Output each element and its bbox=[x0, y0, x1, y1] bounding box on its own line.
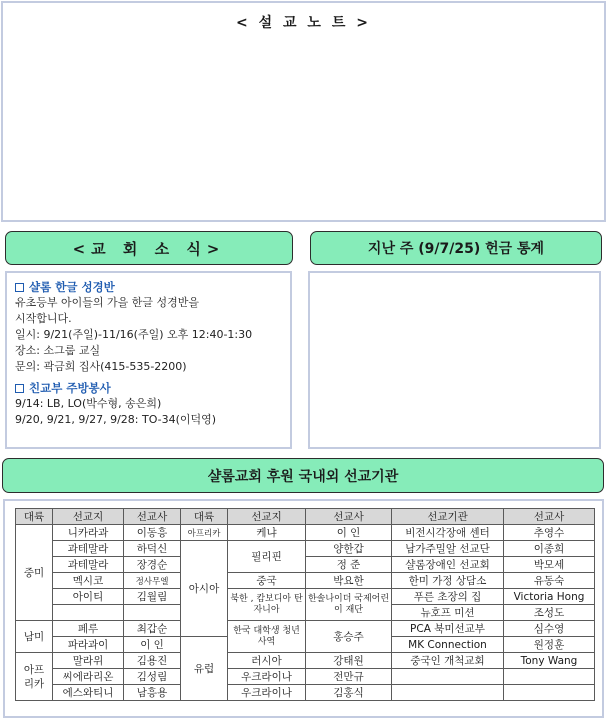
table-row bbox=[16, 525, 595, 541]
missionary-cell: 전만규 bbox=[306, 669, 392, 685]
checkbox-square-icon bbox=[15, 283, 24, 292]
field-cell: 아이티 bbox=[53, 589, 124, 605]
missionary-cell: Tony Wang bbox=[504, 653, 595, 669]
missions-table bbox=[15, 508, 595, 701]
news-line: 유초등부 아이들의 가을 한글 성경반을 bbox=[15, 296, 200, 309]
org-cell: 샬롬장애인 선교회 bbox=[392, 557, 504, 573]
field-cell: 우크라이나 bbox=[228, 669, 306, 685]
table-row bbox=[16, 669, 595, 685]
field-cell: 멕시코 bbox=[53, 573, 124, 589]
column-header: 선교사 bbox=[504, 509, 595, 525]
org-cell bbox=[392, 685, 504, 701]
missionary-cell: 추영수 bbox=[504, 525, 595, 541]
field-cell: 북한 , 캄보디아 탄자니아 bbox=[228, 589, 306, 621]
missionary-cell: 이종희 bbox=[504, 541, 595, 557]
field-cell: 과테말라 bbox=[53, 541, 124, 557]
missionary-cell: 김용진 bbox=[124, 653, 181, 669]
field-cell: 한국 대학생 청년 사역 bbox=[228, 621, 306, 653]
news-line: 장소: 소그룹 교실 bbox=[15, 344, 101, 357]
missionary-cell: 양한갑 bbox=[306, 541, 392, 557]
column-header: 선교기관 bbox=[392, 509, 504, 525]
column-header: 선교사 bbox=[124, 509, 181, 525]
missionary-cell: 정사무엘 bbox=[124, 573, 181, 589]
missionary-cell bbox=[504, 669, 595, 685]
column-header: 선교사 bbox=[306, 509, 392, 525]
org-cell: 남가주밀알 선교단 bbox=[392, 541, 504, 557]
missionary-cell: 강태원 bbox=[306, 653, 392, 669]
region-cell: 중미 bbox=[16, 525, 53, 621]
region-cell: 아시아 bbox=[181, 541, 228, 637]
missionary-cell: 박요한 bbox=[306, 573, 392, 589]
org-cell bbox=[392, 669, 504, 685]
column-header: 선교지 bbox=[53, 509, 124, 525]
field-cell: 니카라과 bbox=[53, 525, 124, 541]
offering-stats-header: 지난 주 (9/7/25) 헌금 통계 bbox=[310, 231, 602, 265]
missionary-cell bbox=[124, 605, 181, 621]
news-heading-text: 샬롬 한글 성경반 bbox=[29, 280, 115, 294]
news-item-heading bbox=[15, 279, 286, 295]
table-row bbox=[16, 653, 595, 669]
missionary-cell: 김홍식 bbox=[306, 685, 392, 701]
field-cell: 파라과이 bbox=[53, 637, 124, 653]
missionary-cell: 심수영 bbox=[504, 621, 595, 637]
missions-header: 샬롬교회 후원 국내외 선교기관 bbox=[2, 458, 604, 493]
region-cell: 남미 bbox=[16, 621, 53, 653]
org-cell: MK Connection bbox=[392, 637, 504, 653]
org-cell: PCA 북미선교부 bbox=[392, 621, 504, 637]
org-cell: 푸른 초장의 집 bbox=[392, 589, 504, 605]
missionary-cell: 김월림 bbox=[124, 589, 181, 605]
field-cell: 과테말라 bbox=[53, 557, 124, 573]
region-label: 아프리카 bbox=[23, 663, 45, 690]
news-line: 문의: 곽금희 집사(415-535-2200) bbox=[15, 360, 187, 373]
missionary-cell: 김성림 bbox=[124, 669, 181, 685]
missionary-cell: 홍승주 bbox=[306, 621, 392, 653]
org-cell: 비전시각장애 센터 bbox=[392, 525, 504, 541]
missionary-cell: 하덕신 bbox=[124, 541, 181, 557]
region-cell: 아프리카 bbox=[181, 525, 228, 541]
region-cell bbox=[16, 653, 53, 701]
field-cell: 말라위 bbox=[53, 653, 124, 669]
table-row bbox=[16, 541, 595, 557]
field-cell: 우크라이나 bbox=[228, 685, 306, 701]
field-cell: 중국 bbox=[228, 573, 306, 589]
missionary-cell: 장경순 bbox=[124, 557, 181, 573]
org-cell: 한미 가정 상담소 bbox=[392, 573, 504, 589]
column-header: 대륙 bbox=[16, 509, 53, 525]
missionary-cell: 박모세 bbox=[504, 557, 595, 573]
news-line: 일시: 9/21(주일)-11/16(주일) 오후 12:40-1:30 bbox=[15, 328, 253, 341]
missionary-cell: 이동흥 bbox=[124, 525, 181, 541]
table-row bbox=[16, 685, 595, 701]
missionary-cell: 최갑순 bbox=[124, 621, 181, 637]
missionary-cell: 이 인 bbox=[124, 637, 181, 653]
field-cell: 페루 bbox=[53, 621, 124, 637]
field-cell: 씨에라리온 bbox=[53, 669, 124, 685]
missionary-cell: 한솔나이더 국제어린이 재단 bbox=[306, 589, 392, 621]
missionary-cell: 이 인 bbox=[306, 525, 392, 541]
news-item-heading bbox=[15, 380, 286, 396]
offering-stats-box bbox=[308, 271, 601, 449]
missionary-cell bbox=[504, 685, 595, 701]
table-row bbox=[16, 573, 595, 589]
checkbox-square-icon bbox=[15, 384, 24, 393]
table-row bbox=[16, 557, 595, 573]
column-header: 대륙 bbox=[181, 509, 228, 525]
news-line: 9/14: LB, LO(박수형, 송은희) bbox=[15, 397, 162, 410]
missionary-cell: 조성도 bbox=[504, 605, 595, 621]
news-heading-text: 친교부 주방봉사 bbox=[29, 381, 111, 395]
table-row bbox=[16, 621, 595, 637]
org-cell: 뉴호프 미션 bbox=[392, 605, 504, 621]
missions-box bbox=[3, 499, 604, 718]
missionary-cell: 유동숙 bbox=[504, 573, 595, 589]
table-header-row bbox=[16, 509, 595, 525]
org-cell: 중국인 개척교회 bbox=[392, 653, 504, 669]
sermon-notes-title: < 설 교 노 트 > bbox=[236, 15, 371, 31]
sermon-notes-box bbox=[1, 1, 606, 222]
missionary-cell: Victoria Hong bbox=[504, 589, 595, 605]
field-cell: 케냐 bbox=[228, 525, 306, 541]
table-row bbox=[16, 589, 595, 605]
field-cell bbox=[53, 605, 124, 621]
news-line: 시작합니다. bbox=[15, 312, 72, 325]
field-cell: 에스와티니 bbox=[53, 685, 124, 701]
column-header: 선교지 bbox=[228, 509, 306, 525]
region-cell: 유럽 bbox=[181, 637, 228, 701]
church-news-header: <교 회 소 식> bbox=[5, 231, 293, 265]
church-news-box bbox=[5, 271, 292, 449]
missionary-cell: 정 준 bbox=[306, 557, 392, 573]
news-line: 9/20, 9/21, 9/27, 9/28: TO-34(이덕영) bbox=[15, 413, 217, 426]
field-cell: 러시아 bbox=[228, 653, 306, 669]
missionary-cell: 남흥용 bbox=[124, 685, 181, 701]
field-cell: 필리핀 bbox=[228, 541, 306, 573]
missionary-cell: 원정훈 bbox=[504, 637, 595, 653]
